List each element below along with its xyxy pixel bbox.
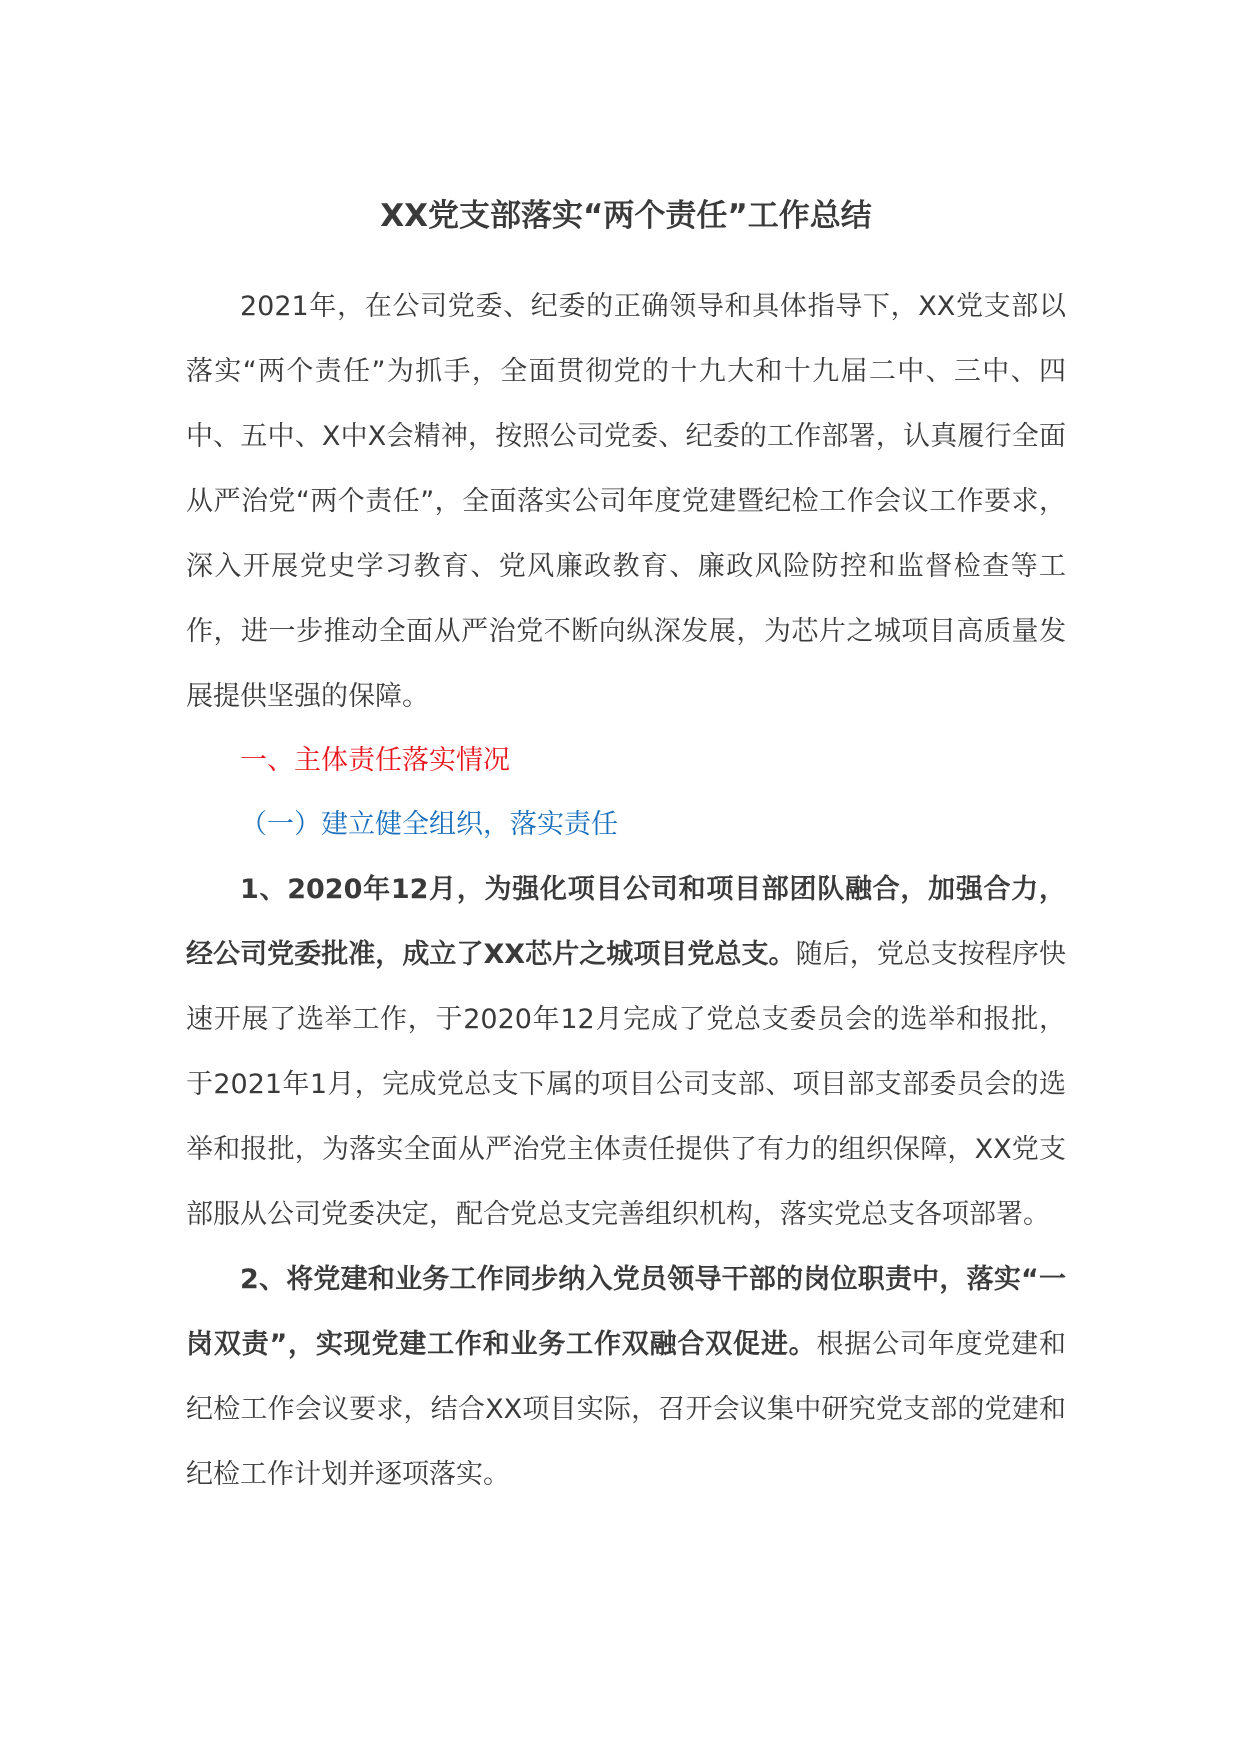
item-2-lead: 2、将党建和业务工作同步纳入党员领导干部的岗位职责中，落实“一岗双责”，实现党建工作和业务工作双融合双促进。 bbox=[186, 1264, 1066, 1360]
subsection-heading-organization: （一）建立健全组织，落实责任 bbox=[240, 809, 618, 840]
document-title: XX党支部落实“两个责任”工作总结 bbox=[380, 198, 872, 234]
item-1-lead: 1、2020年12月，为强化项目公司和项目部团队融合，加强合力，经公司党委批准，成立了XX芯片之城项目党总支。 bbox=[186, 874, 1066, 970]
item-2-paragraph bbox=[186, 1247, 1066, 1507]
document-body bbox=[186, 190, 1066, 1507]
item-1-body: 随后，党总支按程序快速开展了选举工作，于2020年12月完成了党总支委员会的选举和报批，于2021年1月，完成党总支下属的项目公司支部、项目部支部委员会的选举和报批，为落实全面从严治党主体责任提供了有力的组织保障，XX党支部服从公司党委决定，配合党总支完善组织机构，落实党总支各项部署。 bbox=[186, 939, 1067, 1230]
section-heading-main-responsibility: 一、主体责任落实情况 bbox=[240, 745, 510, 776]
item-2-body: 根据公司年度党建和纪检工作会议要求，结合XX项目实际，召开会议集中研究党支部的党建和纪检工作计划并逐项落实。 bbox=[186, 1329, 1067, 1490]
intro-paragraph: 2021年，在公司党委、纪委的正确领导和具体指导下，XX党支部以落实“两个责任”为抓手，全面贯彻党的十九大和十九届二中、三中、四中、五中、X中X会精神，按照公司党委、纪委的工作部署，认真履行全面从严治党“两个责任”，全面落实公司年度党建暨纪检工作会议工作要求，深入开展党史学习教育、党风廉政教育、廉政风险防控和监督检查等工作，进一步推动全面从严治党不断向纵深发展，为芯片之城项目高质量发展提供坚强的保障。 bbox=[186, 291, 1066, 712]
item-1-paragraph bbox=[186, 857, 1066, 1247]
